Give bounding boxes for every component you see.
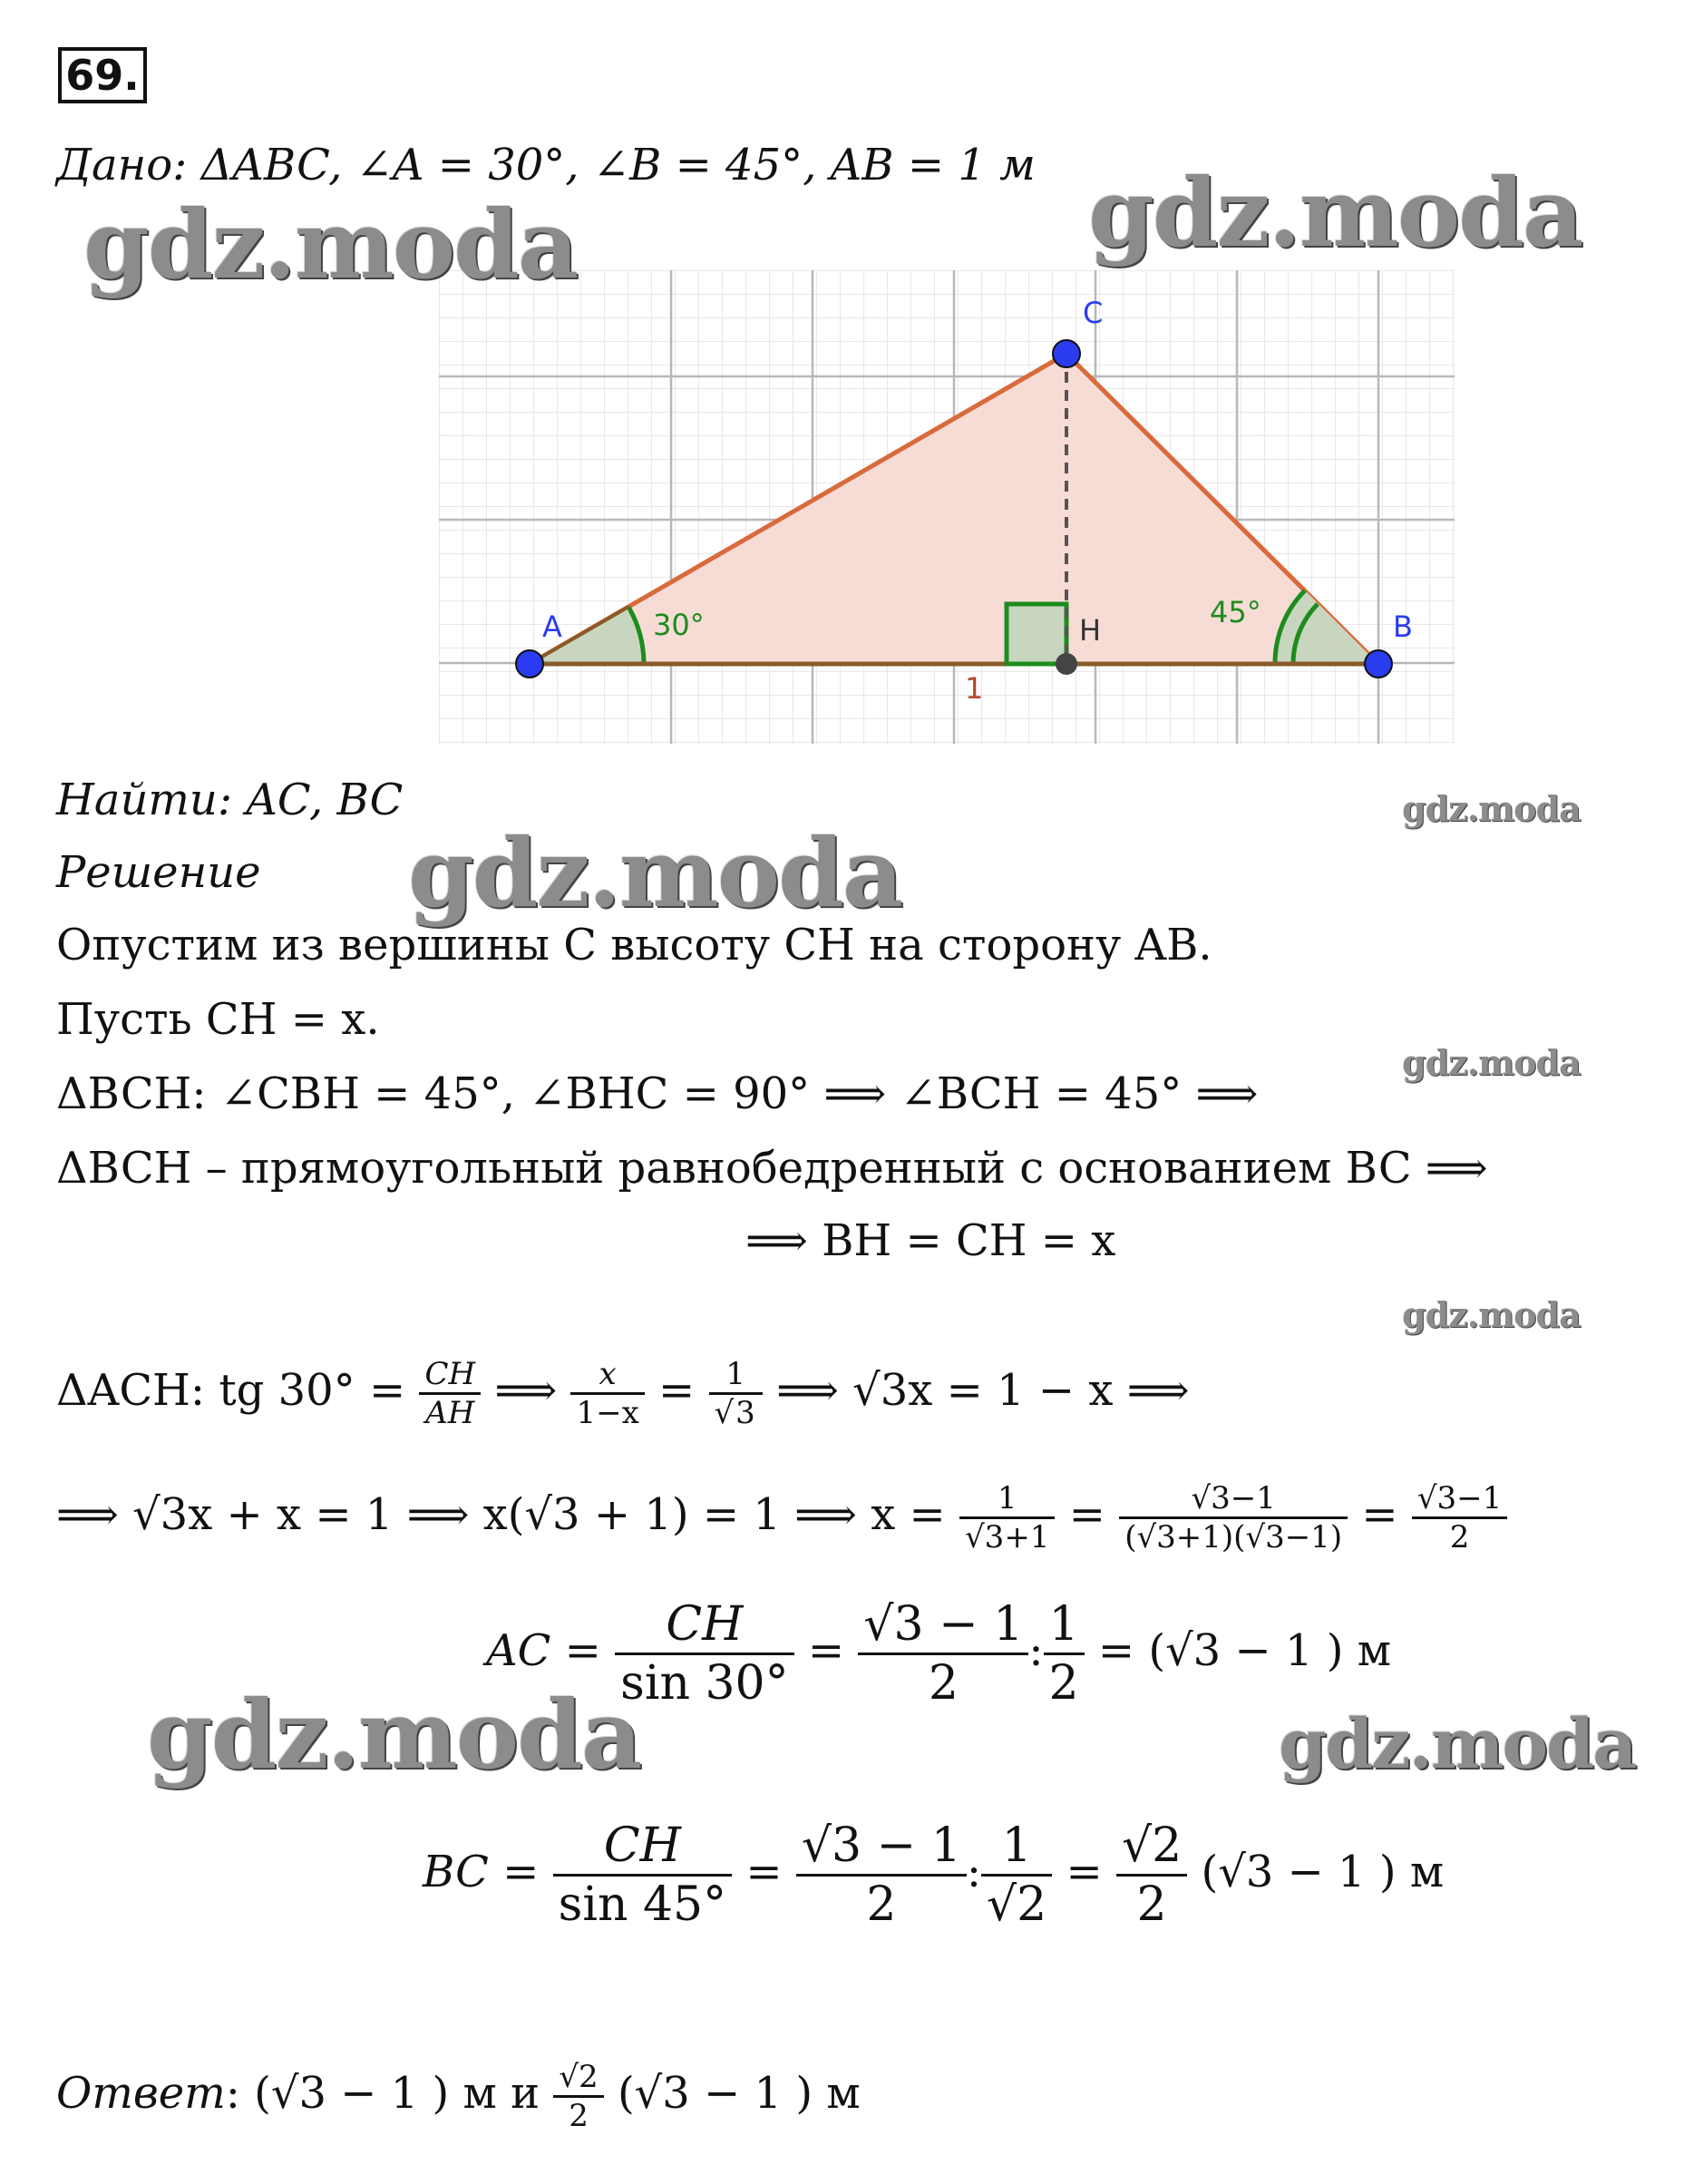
point-c — [1053, 340, 1080, 367]
label-c: C — [1083, 296, 1104, 330]
ac-frac-2: $\frac{√3 - 1}{2}$ — [858, 1596, 1028, 1711]
angle-b-label: 45° — [1210, 595, 1261, 629]
ac-frac-3: $\frac{1}{2}$ — [1044, 1596, 1085, 1711]
solution-line-2: Пусть CH = x. — [56, 994, 380, 1045]
bc-frac-1: $\frac{CH}{\sin 45^\circ}$ — [553, 1818, 733, 1933]
find-text: : AC, BC — [217, 775, 404, 825]
ac-frac-1: $\frac{CH}{\sin 30^\circ}$ — [615, 1596, 794, 1711]
watermark-4: gdz.moda — [147, 1679, 641, 1790]
solution-label: Решение — [56, 847, 261, 898]
given-line — [56, 138, 1036, 192]
x-frac-2: $\frac{√3-1}{(√3+1)(√3-1)}$ — [1119, 1480, 1348, 1555]
point-b — [1365, 650, 1392, 678]
bc-frac-2: $\frac{√3 - 1}{2}$ — [796, 1818, 967, 1933]
watermark-6: gdz.moda — [1402, 788, 1581, 829]
watermark-3: gdz.moda — [408, 817, 902, 929]
side-ab-label: 1 — [965, 671, 984, 706]
answer-part-1: : (√3 − 1 ) м и — [225, 2068, 540, 2119]
solution-line-4: ΔBCH – прямоугольный равнобедренный с основанием BC ⟹ — [56, 1143, 1488, 1194]
label-h: H — [1079, 613, 1102, 648]
point-a — [516, 650, 543, 678]
watermark-1: gdz.moda — [83, 189, 578, 300]
label-b: B — [1393, 609, 1413, 644]
x-frac-3: $\frac{√3-1}{2}$ — [1412, 1480, 1507, 1555]
bc-label: BC = — [423, 1847, 540, 1897]
angle-a-label: 30° — [653, 608, 705, 642]
point-h — [1056, 653, 1077, 675]
answer-line — [56, 2059, 861, 2134]
watermark-5: gdz.moda — [1279, 1703, 1636, 1784]
x-line-start: ⟹ √3x + x = 1 ⟹ x(√3 + 1) = 1 ⟹ x = — [56, 1489, 946, 1540]
tg-frac-2: $\frac{x}{1-x}$ — [570, 1356, 644, 1431]
given-text: : ΔABC, ∠A = 30°, ∠B = 45°, AB = 1 м — [172, 140, 1036, 190]
x-solution-line: ⟹ √3x + x = 1 ⟹ x(√3 + 1) = 1 ⟹ x = $\frac{1}{√3+1}$ = $\frac{√3-1}{(√3+1)(√3-1)}$ = $\frac{√3-1}{2}$ — [56, 1480, 1507, 1555]
find-line — [56, 773, 403, 827]
ac-formula: AC = $\frac{CH}{\sin 30^\circ}$ = $\frac{√3 - 1}{2}$ : $\frac{1}{2}$ = (√3 − 1 ) м — [486, 1597, 1392, 1711]
answer-label: Ответ — [56, 2068, 226, 2119]
tangent-line: ΔACH: tg 30° = $\frac{CH}{AH}$ ⟹ $\frac{x}{1-x}$ = $\frac{1}{√3}$ ⟹ √3x = 1 − x ⟹ — [56, 1356, 1190, 1431]
bc-result: (√3 − 1 ) м — [1201, 1847, 1445, 1897]
answer-part-2: (√3 − 1 ) м — [617, 2068, 861, 2119]
tg-frac-3: $\frac{1}{√3}$ — [709, 1356, 763, 1431]
x-frac-1: $\frac{1}{√3+1}$ — [959, 1480, 1055, 1555]
find-label: Найти — [56, 775, 218, 825]
label-a: A — [542, 609, 562, 644]
tg-frac-1: $\frac{CH}{AH}$ — [419, 1356, 481, 1431]
triangle-figure — [426, 263, 1460, 753]
solution-line-1: Опустим из вершины C высоту CH на сторону AB. — [56, 920, 1212, 970]
bc-frac-3: $\frac{1}{√2}$ — [981, 1818, 1052, 1933]
watermark-2: gdz.moda — [1088, 157, 1582, 268]
ac-label: AC = — [486, 1625, 601, 1676]
bc-formula: BC = $\frac{CH}{\sin 45^\circ}$ = $\frac{√3 - 1}{2}$ : $\frac{1}{√2}$ = $\frac{√2}{2}$ (√3 − 1 ) м — [423, 1818, 1445, 1932]
bc-frac-4: $\frac{√2}{2}$ — [1116, 1818, 1187, 1933]
problem-number: 69. — [58, 47, 147, 103]
answer-frac: $\frac{√2}{2}$ — [553, 2059, 603, 2134]
solution-line-3: ΔBCH: ∠CBH = 45°, ∠BHC = 90° ⟹ ∠BCH = 45° ⟹ — [56, 1068, 1259, 1119]
ac-result: = (√3 − 1 ) м — [1097, 1625, 1392, 1676]
tangent-prefix: ΔACH: tg 30° = — [56, 1365, 406, 1416]
right-angle-mark — [1007, 604, 1066, 664]
tangent-suffix: x = 1 − x ⟹ — [908, 1365, 1190, 1416]
solution-line-5: ⟹ BH = CH = x — [745, 1215, 1116, 1266]
watermark-8: gdz.moda — [1402, 1294, 1581, 1335]
watermark-7: gdz.moda — [1402, 1042, 1581, 1083]
given-label: Дано — [56, 140, 173, 190]
